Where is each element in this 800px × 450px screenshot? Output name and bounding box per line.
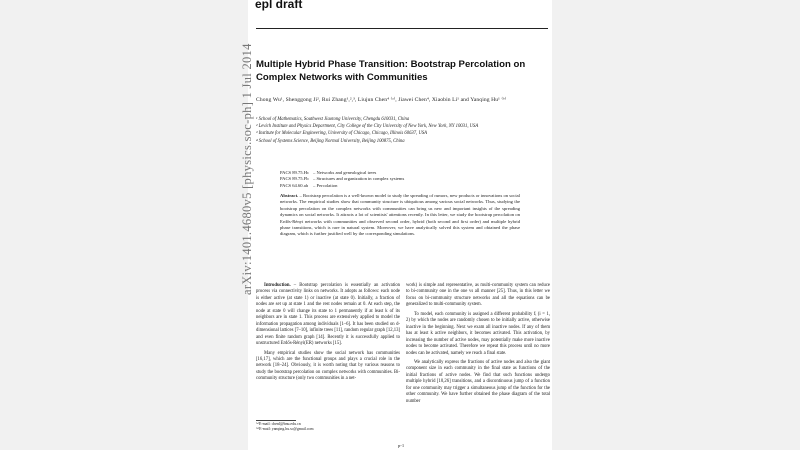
left-background — [0, 0, 248, 450]
footnote-a: ⁽ᵃ⁾E-mail: chenl@bnu.edu.cn — [256, 422, 301, 426]
pacs-item: PACS 89.75.Fb – Structures and organization in complex systems — [280, 176, 405, 182]
affiliation-4: ⁴ School of Systems Science, Beijing Normal University, Beijing 100875, China — [256, 138, 405, 144]
footnote-rule — [256, 420, 296, 421]
intro-label: Introduction. — [264, 283, 291, 288]
pacs-item: PACS 64.60.ah – Percolation — [280, 182, 338, 188]
header-rule — [256, 28, 548, 29]
right-background — [552, 0, 800, 450]
affiliation-1: ¹ School of Mathematics, Southwest Jiaotong University, Chengdu 610031, China — [256, 117, 410, 122]
footnote-b: ⁽ᵇ⁾E-mail: yanqing.hu.sc@gmail.com — [256, 427, 314, 431]
affiliations — [256, 117, 551, 146]
page-number: p-1 — [398, 443, 405, 448]
right-column — [406, 283, 550, 405]
author-list: Chong Wu¹, Shenggong Ji², Rui Zhang¹,²,³, Liujun Chen⁴ ⁽ᵃ⁾, Jiawei Chen⁴, Xiaobin Li¹ and Yanqing Hu¹ ⁽ᵇ⁾ — [256, 97, 507, 103]
paper-page — [248, 0, 552, 450]
arxiv-stamp: arXiv:1401.4680v5 [physics.soc-ph] 1 Jul 2014 — [240, 43, 254, 295]
right-paragraph-3: We analytically express the fractions of active nodes and also the giant component size in each community in the final state as functions of the initial fractions of active nodes. We find that such functions undergo multiple hybrid [10,26] transitions, and a discontinuous jump of a function for one community may trigger a simultaneous jump of the function for the other community. We have further obtained the phase diagram of the total number — [406, 359, 550, 404]
footnotes — [256, 422, 313, 432]
intro-paragraph-1: Introduction. – Bootstrap percolation is essentially an activation process via connectivity links on networks. It adopts as follows: each node is either active (at state 1) or inactive (at state 0). Initially, a fraction of nodes are set up at state 1 and the rest nodes remain at 0. At each step, the node at state 0 will change its state to 1 permanently if at least k of its neighbors are in state 1. This process are extensively applied to model the information propagation among individuals [1–6]. It has been studied on d-dimensional lattices [7–10], infinite trees [11], random regular graph [12,13] and even finite random graph [14]. Recently it is successfully applied to unstructured Erdős-Rényi(ER) networks [15]. — [256, 283, 401, 347]
left-column — [256, 283, 400, 383]
right-paragraph-2: To model, each community is assigned a different probability fᵢ (i = 1, 2) by which the nodes are randomly chosen to be initially active, otherwise inactive in the beginning. Next we exam all inactive nodes. If any of them has at least k active neighbors, it becomes activated. This activation, by increasing the number of active nodes, may potentially make more inactive nodes to become activated. Therefore we repeat this process until no more nodes can be activated, namely we reach a final state. — [406, 311, 550, 356]
journal-header: epl draft — [255, 0, 303, 11]
paper-title: Multiple Hybrid Phase Transition: Bootstrap Percolation on Complex Networks with Communities — [256, 59, 526, 83]
affiliation-3: ³ Institute for Molecular Engineering, University of Chicago, Chicago, Illinois 60637, USA — [256, 131, 428, 137]
pacs-list — [280, 170, 404, 189]
pacs-item: PACS 89.75.Hc – Networks and genealogical trees — [280, 170, 377, 175]
affiliation-2: ² Levich Institute and Physics Department, City College of the City University of New York, New York, NY 10031, USA — [256, 124, 479, 130]
right-paragraph-1: work) is simple and representative, as multi-community system can reduce to bi-community one in the one vs all manner [25]. Thus, in this letter we focus on bi-community structure networks and all the equations can be generalized to multi-community system. — [406, 283, 550, 308]
abstract-label: Abstract. — [280, 193, 299, 198]
abstract-text: – Bootstrap percolation is a well-known model to study the spreading of rumors, new products or innovations on social networks. The empirical studies show that community structure is ubiquitous among various social networks. Thus, studying the bootstrap percolation on the complex networks with communities can bring us new and important insights of the spreading dynamics on social networks. It attracts a lot of scientists' attentions recently. In this letter, we study the bootstrap percolation on Erdős-Rényi networks with communities and observed second order, hybrid (both second and first order) and multiple hybrid phase transitions, which is rare in natural system. Moreover, we have analytically solved this system and obtained the phase diagram, which is further justified well by the corresponding simulations. — [280, 193, 520, 237]
intro-paragraph-2: Many empirical studies show the social network has communities [16,17], which are the functional groups and plays a crucial role in the network [18–24]. Obviously, it is worth noting that by various reasons to study the bootstrap percolation on complex networks with communities. Bi-community structure (only two communities in a net- — [256, 350, 400, 382]
abstract — [280, 193, 520, 238]
